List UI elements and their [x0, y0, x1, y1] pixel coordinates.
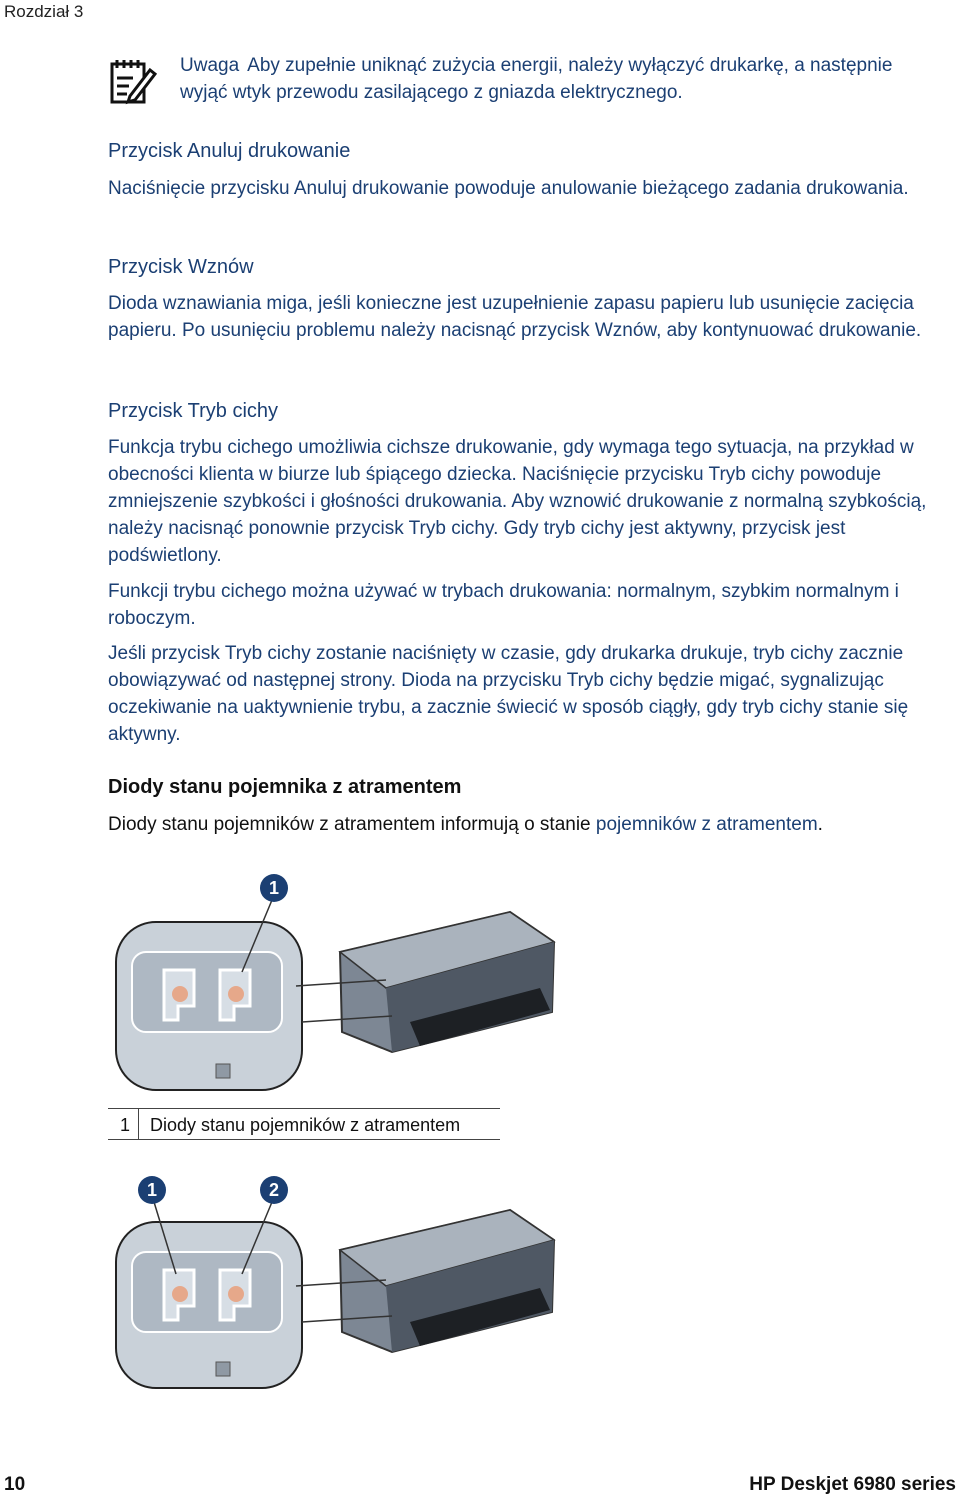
- note-pencil-icon: [108, 54, 158, 106]
- page-number: 10: [4, 1474, 26, 1495]
- callout-2-label: 2: [268, 1180, 280, 1200]
- figure-ink-status-leds-2: [110, 1166, 570, 1396]
- figure-ink-status-leds: [110, 872, 570, 1092]
- caption-table: [108, 1108, 500, 1140]
- note-label: Uwaga: [180, 55, 240, 76]
- cancel-body: Naciśnięcie przycisku Anuluj drukowanie powoduje anulowanie bieżącego zadania drukowania.: [108, 178, 909, 199]
- quiet-title: Przycisk Tryb cichy: [108, 400, 279, 422]
- product-name: HP Deskjet 6980 series: [749, 1474, 956, 1495]
- quiet-p1: Funkcja trybu cichego umożliwia cichsze drukowanie, gdy wymaga tego sytuacja, na przykład w obecności klienta w biurze lub śpiącego dziecka. Naciśnięcie przycisku Tryb cichy powoduje zmniejszenie szybkości i głośności drukowania. Aby wznowić drukowanie z normalną szybkością, należy nacisnąć ponownie przycisk Tryb cichy. Gdy tryb cichy jest aktywny, przycisk jest podświetlony.: [108, 437, 927, 566]
- chapter-header: Rozdział 3: [4, 2, 84, 21]
- ink-title: Diody stanu pojemnika z atramentem: [108, 776, 462, 798]
- note-text: Uwaga Aby zupełnie uniknąć zużycia energii, należy wyłączyć drukarkę, a następnie wyjąć wtyk przewodu zasilającego z gniazda elektrycznego.: [180, 55, 893, 103]
- led-b: [228, 1286, 244, 1302]
- led-closeup-2: [116, 1222, 302, 1388]
- quiet-p3: Jeśli przycisk Tryb cichy zostanie naciśnięty w czasie, gdy drukarka drukuje, tryb cichy zacznie obowiązywać od następnej strony. Dioda na przycisku Tryb cichy będzie migać, sygnalizując oczekiwanie na uaktywnienie trybu, a zacznie świecić w sposób ciągły, gdy tryb cichy stanie się aktywny.: [108, 643, 909, 745]
- caption-text: Diody stanu pojemników z atramentem: [150, 1115, 461, 1135]
- led-2: [228, 986, 244, 1002]
- ink-cartridges-link[interactable]: pojemników z atramentem: [595, 814, 818, 835]
- printer-image: [296, 912, 554, 1052]
- callout-1b-label: 1: [146, 1180, 158, 1200]
- resume-body: Dioda wznawiania miga, jeśli konieczne jest uzupełnienie zapasu papieru lub usunięcie zacięcia papieru. Po usunięciu problemu należy nacisnąć przycisk Wznów, aby kontynuować drukowanie.: [108, 293, 922, 341]
- led-1: [172, 986, 188, 1002]
- led-closeup: [116, 922, 302, 1090]
- resume-title: Przycisk Wznów: [108, 256, 254, 278]
- ink-body: Diody stanu pojemników z atramentem informują o stanie pojemników z atramentem.: [108, 814, 823, 835]
- printer-image-2: [296, 1210, 554, 1352]
- quiet-p2: Funkcji trybu cichego można używać w trybach drukowania: normalnym, szybkim normalnym i roboczym.: [108, 581, 899, 629]
- led-a: [172, 1286, 188, 1302]
- caption-number: 1: [120, 1115, 131, 1135]
- cancel-title: Przycisk Anuluj drukowanie: [108, 140, 351, 162]
- callout-1-label: 1: [268, 878, 280, 898]
